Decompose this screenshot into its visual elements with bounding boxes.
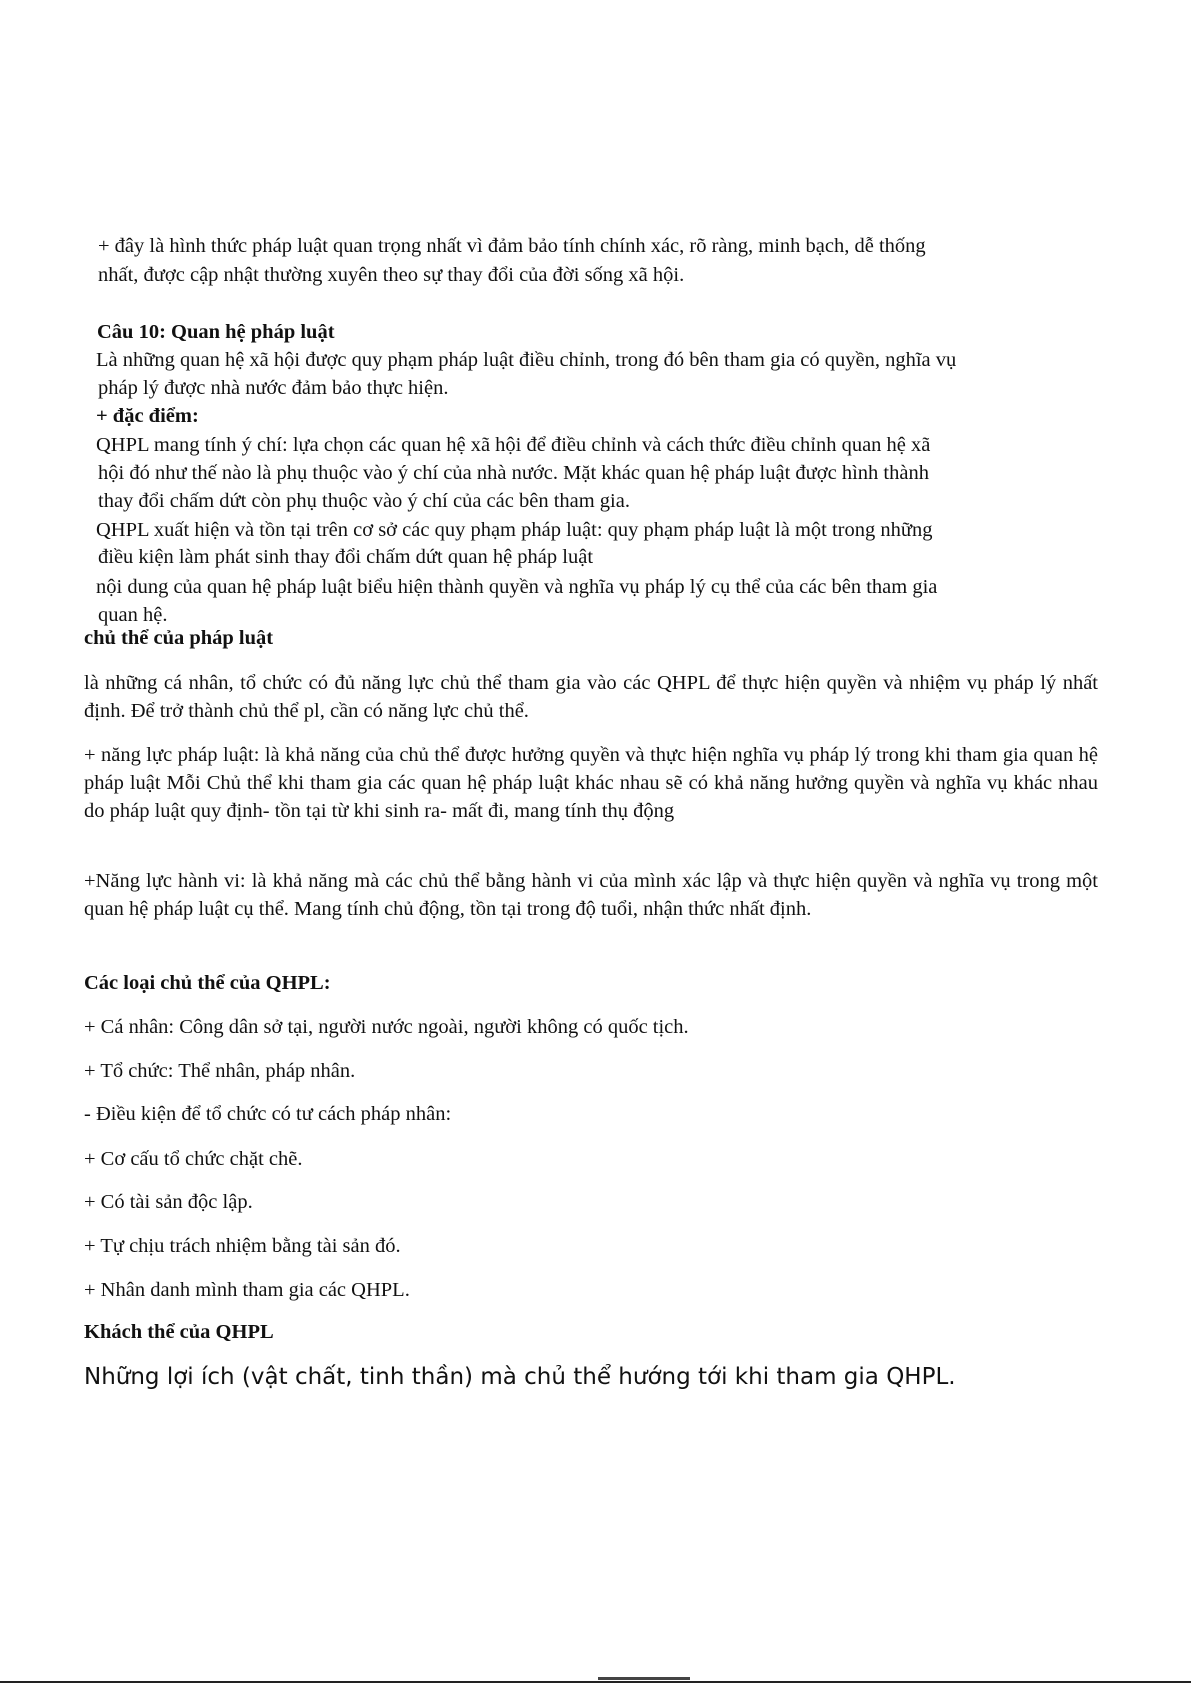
types-item-4: + Cơ cấu tổ chức chặt chẽ. [84, 1148, 303, 1170]
types-heading: Các loại chủ thể của QHPL: [84, 972, 331, 994]
object-text: Những lợi ích (vật chất, tinh thần) mà chủ thể hướng tới khi tham gia QHPL. [84, 1364, 956, 1390]
types-item-6: + Tự chịu trách nhiệm bằng tài sản đó. [84, 1235, 401, 1257]
page-bottom-mark [598, 1677, 690, 1680]
types-item-1: + Cá nhân: Công dân sở tại, người nước ngoài, người không có quốc tịch. [84, 1016, 689, 1038]
definition-line-2: pháp lý được nhà nước đảm bảo thực hiện. [98, 377, 449, 399]
feature-1-line-3: thay đổi chấm dứt còn phụ thuộc vào ý chí của các bên tham gia. [98, 490, 630, 512]
definition-line-1: Là những quan hệ xã hội được quy phạm pháp luật điều chỉnh, trong đó bên tham gia có quyền, nghĩa vụ [96, 349, 957, 371]
page-bottom-rule [0, 1681, 1191, 1683]
section-heading-cau10: Câu 10: Quan hệ pháp luật [97, 321, 335, 343]
object-heading: Khách thể của QHPL [84, 1321, 274, 1343]
types-item-2: + Tổ chức: Thể nhân, pháp nhân. [84, 1060, 356, 1082]
feature-3-line-2: quan hệ. [98, 604, 168, 626]
intro-line-2: nhất, được cập nhật thường xuyên theo sự thay đổi của đời sống xã hội. [98, 264, 685, 286]
subject-heading: chủ thể của pháp luật [84, 627, 274, 649]
feature-2-line-2: điều kiện làm phát sinh thay đổi chấm dứt quan hệ pháp luật [98, 546, 594, 568]
subject-paragraph-1: là những cá nhân, tổ chức có đủ năng lực chủ thể tham gia vào các QHPL để thực hiện quyền và nhiệm vụ pháp lý nhất định. Để trở thành chủ thể pl, cần có năng lực chủ thể. [84, 672, 1098, 722]
feature-3-line-1: nội dung của quan hệ pháp luật biểu hiện thành quyền và nghĩa vụ pháp lý cụ thể của các bên tham gia [96, 576, 938, 598]
subject-paragraph-3: +Năng lực hành vi: là khả năng mà các chủ thể bằng hành vi của mình xác lập và thực hiện quyền và nghĩa vụ trong một quan hệ pháp luật cụ thể. Mang tính chủ động, tồn tại trong độ tuổi, nhận thức nhất định. [84, 870, 1098, 920]
subject-paragraph-2: + năng lực pháp luật: là khả năng của chủ thể được hưởng quyền và thực hiện nghĩa vụ pháp lý trong khi tham gia quan hệ pháp luật Mỗi Chủ thể khi tham gia các quan hệ pháp luật khác nhau sẽ có khả năng hưởng quyền và nghĩa vụ khác nhau do pháp luật quy định- tồn tại từ khi sinh ra- mất đi, mang tính thụ động [84, 744, 1098, 822]
feature-1-line-1: QHPL mang tính ý chí: lựa chọn các quan hệ xã hội để điều chỉnh và cách thức điều chỉnh quan hệ xã [96, 434, 931, 456]
feature-2-line-1: QHPL xuất hiện và tồn tại trên cơ sở các quy phạm pháp luật: quy phạm pháp luật là một trong những [96, 519, 933, 541]
intro-line-1: + đây là hình thức pháp luật quan trọng nhất vì đảm bảo tính chính xác, rõ ràng, minh bạch, dễ thống [98, 235, 926, 257]
types-item-5: + Có tài sản độc lập. [84, 1191, 253, 1213]
features-heading: + đặc điểm: [96, 405, 199, 427]
types-item-7: + Nhân danh mình tham gia các QHPL. [84, 1279, 410, 1301]
types-item-3: - Điều kiện để tổ chức có tư cách pháp nhân: [84, 1103, 452, 1125]
feature-1-line-2: hội đó như thế nào là phụ thuộc vào ý chí của nhà nước. Mặt khác quan hệ pháp luật được hình thành [98, 462, 929, 484]
